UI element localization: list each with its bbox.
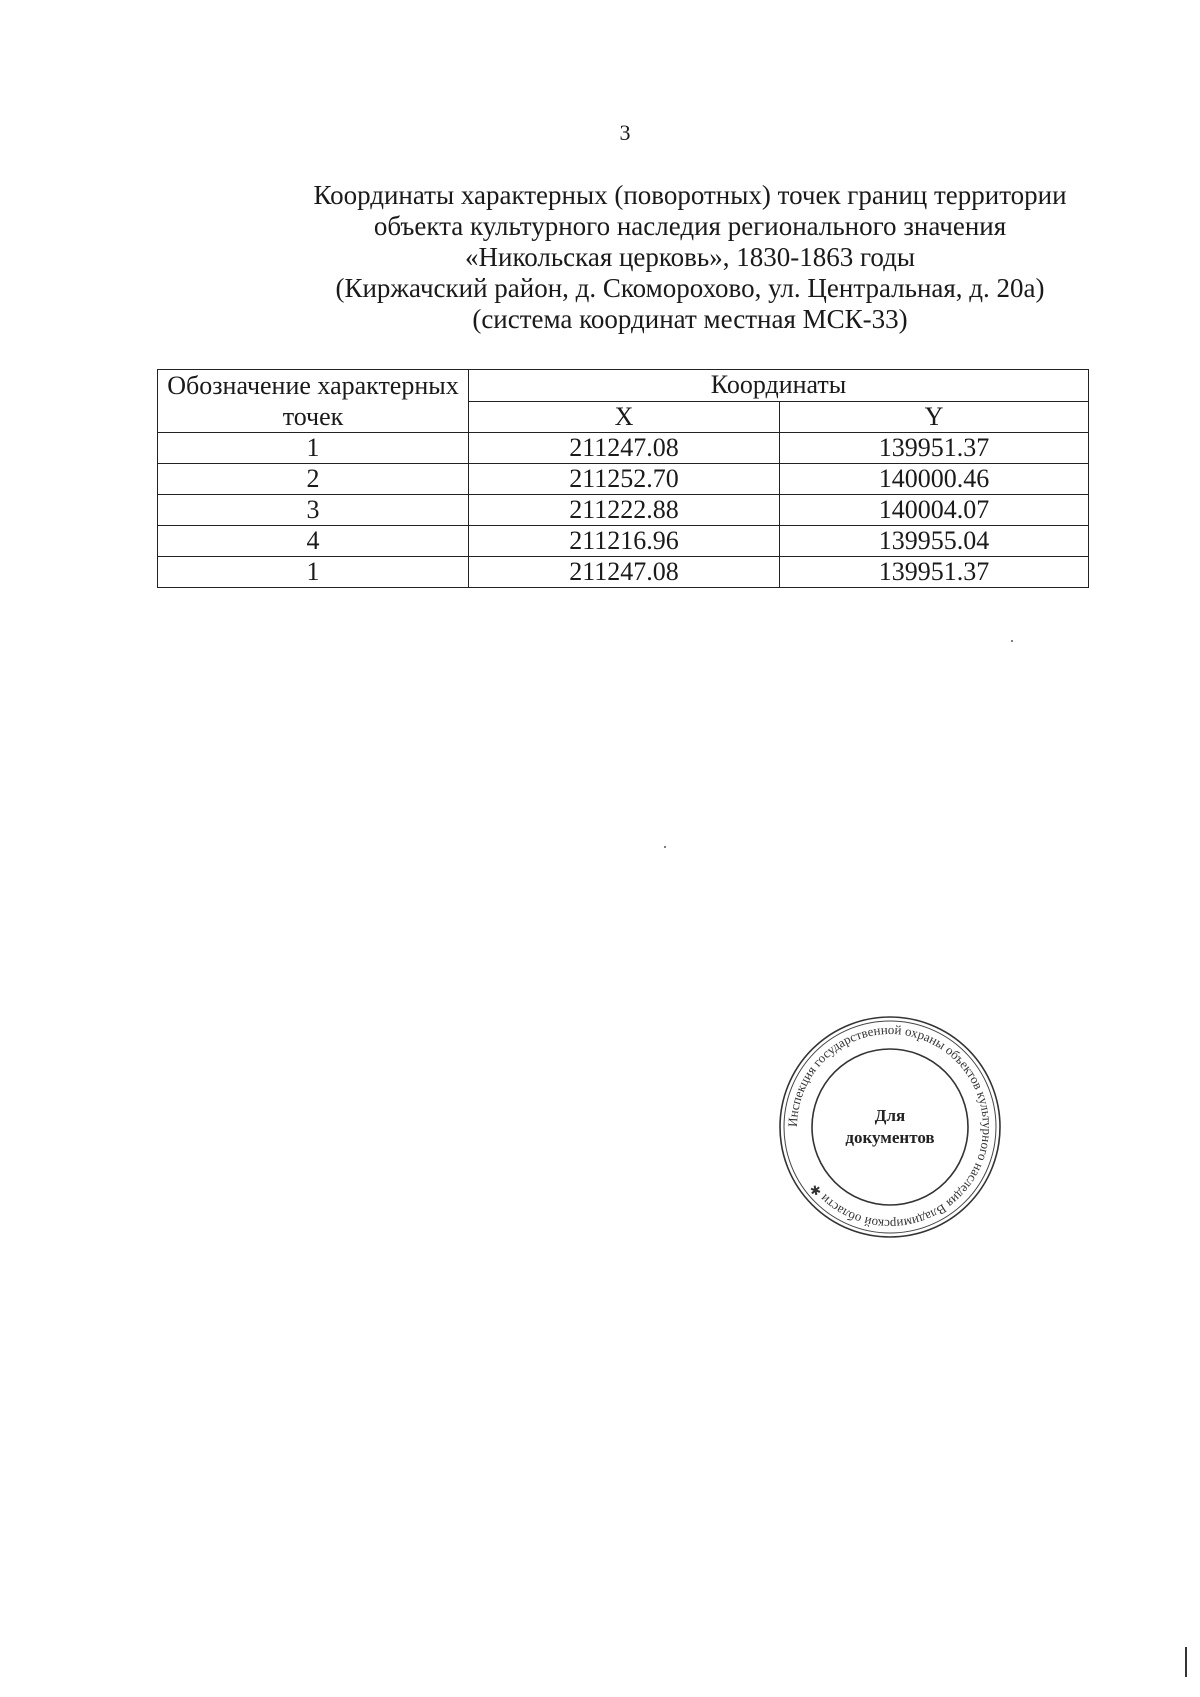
cell-y: 140004.07: [780, 495, 1089, 526]
seal-ring-text: Инспекция государственной охраны объектов культурного наследия Владимирской области ✱: [784, 1021, 996, 1233]
cell-x: 211252.70: [469, 464, 780, 495]
title-line: объекта культурного наследия регионального значения: [373, 211, 1007, 241]
scan-speck: [1011, 640, 1013, 642]
cell-x: 211216.96: [469, 526, 780, 557]
cell-y: 140000.46: [780, 464, 1089, 495]
header-x: X: [469, 401, 780, 433]
title-line: (система координат местная МСК-33): [472, 304, 908, 334]
seal-center-text: [776, 1105, 1004, 1149]
seal-center-line: документов: [845, 1128, 935, 1147]
table-row: [158, 526, 1089, 557]
cell-x: 211222.88: [469, 495, 780, 526]
page-number: 3: [619, 120, 631, 145]
official-seal-stamp: [776, 1013, 1004, 1241]
cell-point: 4: [158, 526, 469, 557]
title-line: «Никольская церковь», 1830-1863 годы: [465, 242, 915, 272]
cell-y: 139951.37: [780, 433, 1089, 464]
cell-x: 211247.08: [469, 433, 780, 464]
document-title: [200, 180, 1180, 335]
scan-edge-mark: [1185, 1647, 1187, 1677]
cell-point: 2: [158, 464, 469, 495]
cell-point: 1: [158, 557, 469, 588]
header-points-label: Обозначение характерных точек: [167, 371, 459, 431]
header-y: Y: [780, 401, 1089, 433]
cell-y: 139955.04: [780, 526, 1089, 557]
header-coordinates: Координаты: [469, 370, 1089, 402]
scan-speck: [664, 846, 666, 848]
table-header-row: [158, 370, 1089, 402]
table-row: [158, 433, 1089, 464]
cell-x: 211247.08: [469, 557, 780, 588]
coordinates-table: [157, 369, 1089, 588]
table-row: [158, 495, 1089, 526]
title-line: (Киржачский район, д. Скоморохово, ул. Центральная, д. 20а): [335, 273, 1045, 303]
cell-y: 139951.37: [780, 557, 1089, 588]
seal-center-line: Для: [874, 1106, 906, 1125]
header-points: [158, 370, 469, 433]
table-row: [158, 464, 1089, 495]
cell-point: 1: [158, 433, 469, 464]
title-line: Координаты характерных (поворотных) точек границ территории: [313, 180, 1067, 210]
table-row: [158, 557, 1089, 588]
cell-point: 3: [158, 495, 469, 526]
